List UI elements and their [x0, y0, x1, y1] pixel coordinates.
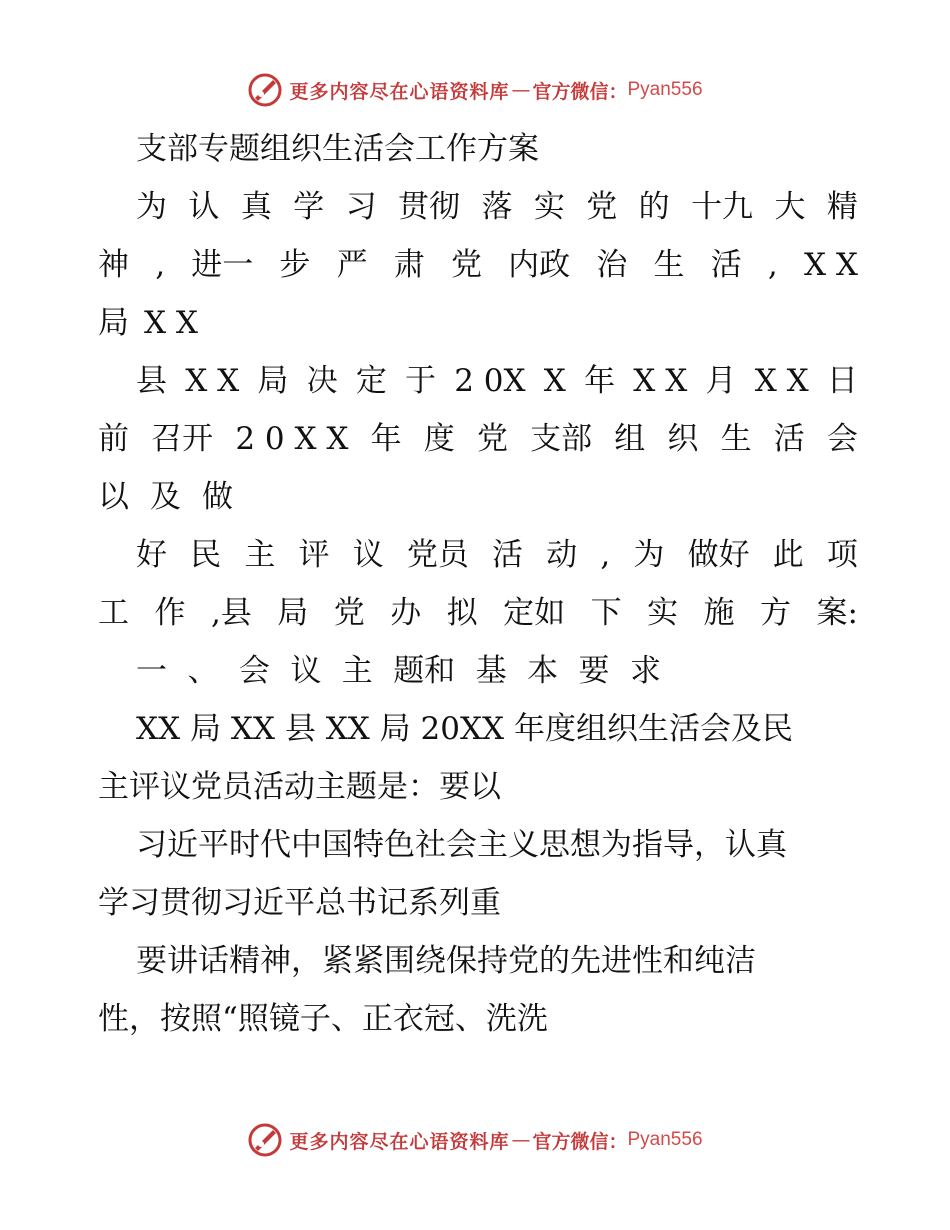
- document-line: 习近平时代中国特色社会主义思想为指导，认真: [136, 827, 787, 863]
- text-token: 活: [773, 421, 805, 457]
- line-tokens: [98, 236, 858, 294]
- text-token: 一: [136, 653, 167, 689]
- text-token: 县: [136, 363, 167, 399]
- header-banner: [0, 70, 950, 110]
- logo-icon: [247, 72, 283, 108]
- text-token: 项: [826, 537, 858, 573]
- text-token: 度: [423, 421, 455, 457]
- text-token: ,: [600, 537, 611, 573]
- text-token: 2 0X: [454, 363, 526, 399]
- text-token: 年: [370, 421, 402, 457]
- text-token: 评: [298, 537, 330, 573]
- text-token: 学: [293, 189, 325, 225]
- text-token: 的: [638, 189, 670, 225]
- text-token: 实: [533, 189, 565, 225]
- text-token: 题和: [393, 653, 456, 689]
- text-token: 本: [527, 653, 559, 689]
- text-token: 进一: [191, 247, 254, 283]
- text-token: 议: [290, 653, 322, 689]
- text-token: 会: [826, 421, 858, 457]
- text-token: 主: [341, 653, 373, 689]
- text-token: 拟: [446, 595, 478, 631]
- line-tokens: [98, 468, 233, 526]
- document-title: 支部专题组织生活会工作方案: [136, 131, 539, 167]
- line-tokens: [98, 584, 858, 642]
- text-token: 治: [596, 247, 628, 283]
- text-token: 做: [202, 479, 233, 515]
- text-token: 活: [710, 247, 742, 283]
- document-lines: [98, 178, 858, 1048]
- text-token: 党员: [406, 537, 469, 573]
- banner-separator: —: [511, 1129, 531, 1151]
- document-line: XX 局 XX 县 XX 局 20XX 年度组织生活会及民: [136, 711, 793, 747]
- text-token: 2 0 X X: [235, 421, 349, 457]
- banner-wechat-id: Pyan556: [627, 1129, 703, 1150]
- text-token: 定: [355, 363, 387, 399]
- text-token: 做好: [687, 537, 750, 573]
- text-token: 主: [244, 537, 276, 573]
- text-token: 议: [352, 537, 384, 573]
- text-token: 基: [475, 653, 507, 689]
- text-token: 认: [188, 189, 220, 225]
- text-token: 召开: [151, 421, 214, 457]
- text-token: 生: [653, 247, 685, 283]
- document-line: [98, 352, 858, 410]
- document-line: 主评议党员活动主题是：要以: [98, 769, 501, 805]
- footer-banner: [0, 1120, 950, 1160]
- banner-wechat-label: 官方微信：: [532, 80, 628, 103]
- line-tokens: [136, 526, 858, 584]
- text-token: 实: [647, 595, 679, 631]
- text-token: ,: [155, 247, 166, 283]
- banner-separator: —: [511, 79, 531, 101]
- text-token: X X: [803, 247, 858, 283]
- text-token: 方: [760, 595, 792, 631]
- banner-text: 更多内容尽在心语资料库: [289, 1130, 510, 1153]
- banner-text: 更多内容尽在心语资料库: [289, 80, 510, 103]
- document-line: 学习贯彻习近平总书记系列重: [98, 885, 501, 921]
- text-token: 局: [277, 595, 309, 631]
- document-line: 性，按照“照镜子、正衣冠、洗洗: [98, 1001, 548, 1037]
- text-token: 好: [136, 537, 167, 573]
- text-token: 严: [336, 247, 368, 283]
- text-token: 习: [345, 189, 377, 225]
- text-token: 月: [705, 363, 737, 399]
- text-token: 生: [720, 421, 752, 457]
- text-token: 十九: [691, 189, 754, 225]
- text-token: X X: [633, 363, 688, 399]
- text-token: 支部: [530, 421, 593, 457]
- document-line: [98, 526, 858, 584]
- text-token: 求: [629, 653, 661, 689]
- banner-wechat-label: 官方微信：: [532, 1130, 628, 1153]
- document-line: [98, 236, 858, 294]
- text-token: 作: [154, 595, 186, 631]
- text-token: 年: [584, 363, 616, 399]
- text-token: 动: [546, 537, 578, 573]
- text-token: 党: [333, 595, 365, 631]
- line-tokens: [136, 178, 858, 236]
- logo-icon: [247, 1122, 283, 1158]
- line-tokens: [136, 352, 858, 410]
- text-token: 活: [492, 537, 524, 573]
- text-token: 施: [703, 595, 735, 631]
- text-token: 案:: [816, 595, 858, 631]
- text-token: 精: [826, 189, 858, 225]
- document-line: [98, 642, 858, 700]
- text-token: 落: [481, 189, 513, 225]
- text-token: 党: [586, 189, 618, 225]
- text-token: 办: [390, 595, 422, 631]
- document-line: [98, 294, 858, 352]
- text-token: 党: [476, 421, 508, 457]
- text-token: 为: [633, 537, 665, 573]
- text-token: 会: [238, 653, 270, 689]
- line-tokens: [136, 642, 661, 700]
- document-line: [98, 468, 858, 526]
- text-token: X X: [185, 363, 240, 399]
- text-token: X X: [144, 305, 198, 341]
- text-token: 要: [578, 653, 610, 689]
- text-token: 及: [150, 479, 181, 515]
- text-token: 肃: [393, 247, 425, 283]
- banner-wechat-id: Pyan556: [627, 79, 703, 100]
- text-token: 神: [98, 247, 129, 283]
- text-token: 以: [98, 479, 129, 515]
- text-token: ,: [767, 247, 778, 283]
- text-token: X X: [754, 363, 809, 399]
- text-token: 此: [772, 537, 804, 573]
- line-tokens: [98, 410, 858, 468]
- text-token: 贯彻: [398, 189, 461, 225]
- document-line: [98, 178, 858, 236]
- text-token: X: [543, 363, 566, 399]
- text-token: 大: [774, 189, 806, 225]
- document-line: [98, 584, 858, 642]
- text-token: 民: [190, 537, 222, 573]
- text-token: 于: [405, 363, 437, 399]
- text-token: 工: [98, 595, 129, 631]
- text-token: 、: [187, 653, 219, 689]
- text-token: 局: [257, 363, 289, 399]
- text-token: 织: [667, 421, 699, 457]
- text-token: 局: [98, 305, 129, 341]
- text-token: 决: [306, 363, 338, 399]
- text-token: 步: [279, 247, 311, 283]
- text-token: 组: [614, 421, 646, 457]
- text-token: 前: [98, 421, 129, 457]
- text-token: ,县: [210, 595, 252, 631]
- document-line: [98, 410, 858, 468]
- text-token: 内政: [508, 247, 571, 283]
- text-token: 定如: [503, 595, 566, 631]
- text-token: 真: [240, 189, 272, 225]
- document-body: [98, 120, 858, 1048]
- text-token: 党: [450, 247, 482, 283]
- text-token: 为: [136, 189, 167, 225]
- document-line: 要讲话精神，紧紧围绕保持党的先进性和纯洁: [136, 943, 756, 979]
- text-token: 下: [590, 595, 622, 631]
- text-token: 日: [826, 363, 858, 399]
- line-tokens: [98, 294, 198, 352]
